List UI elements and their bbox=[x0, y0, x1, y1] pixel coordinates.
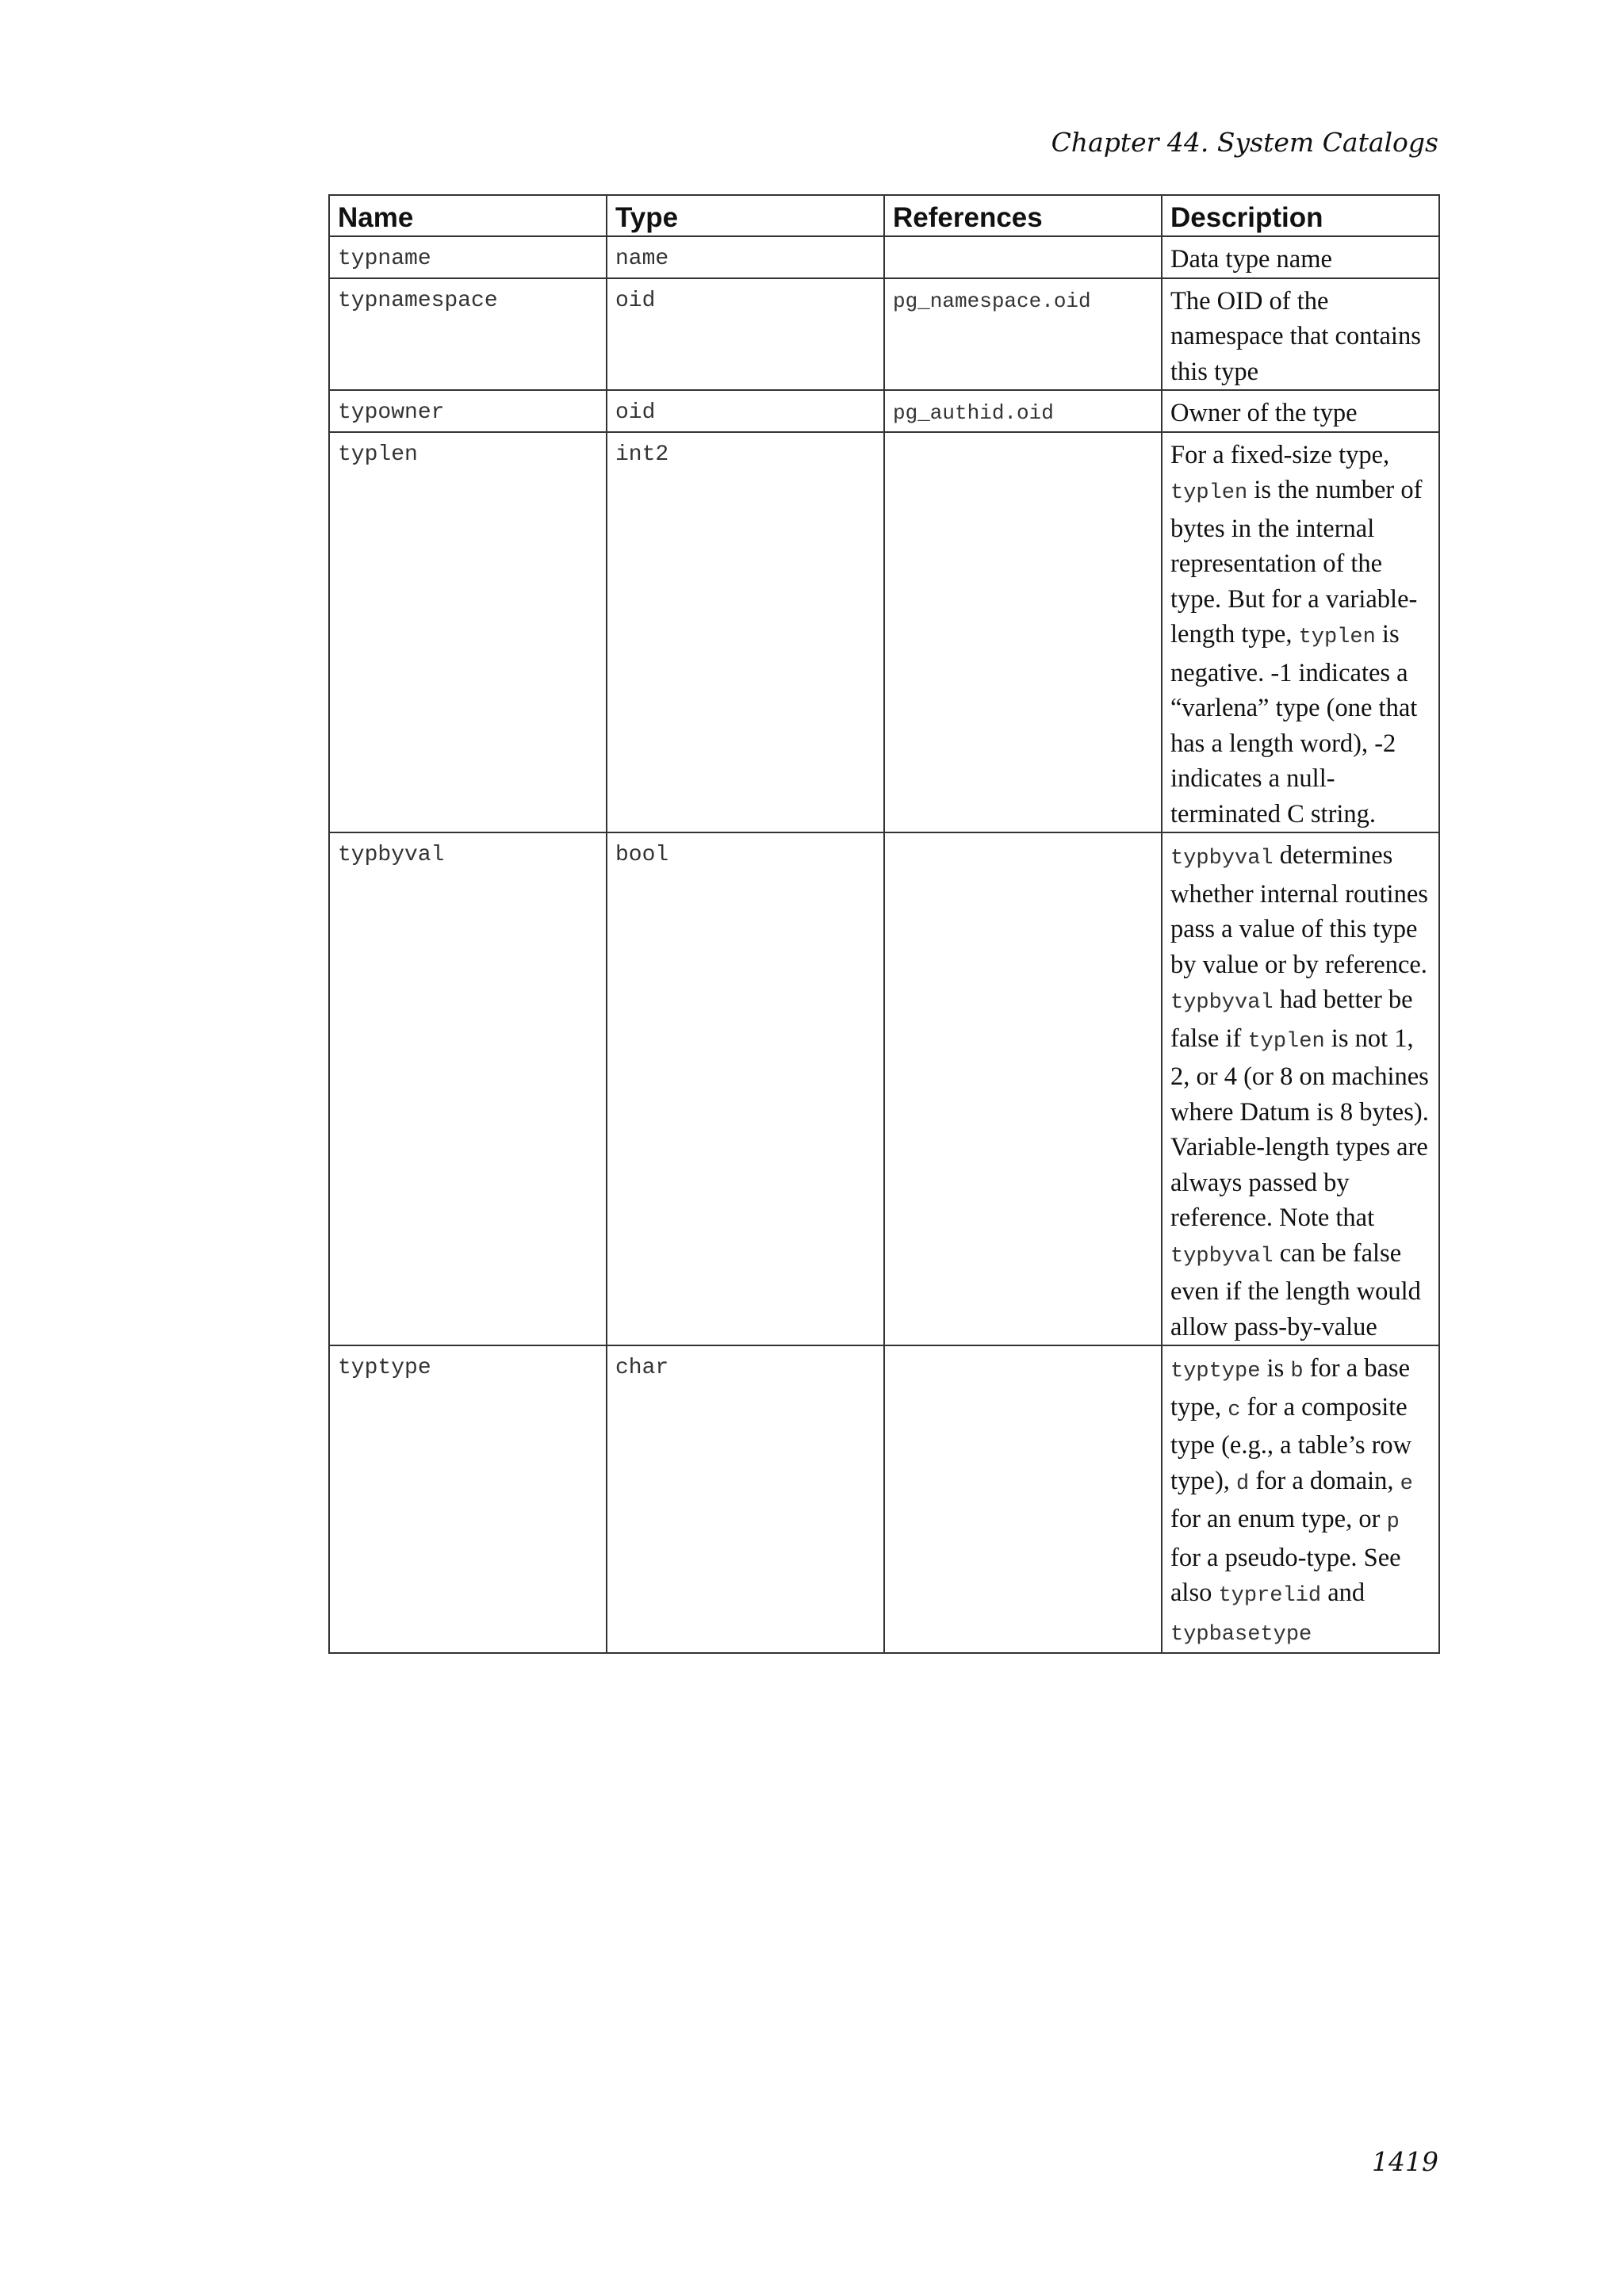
cell-description bbox=[1162, 390, 1439, 432]
cell-references bbox=[884, 1345, 1162, 1653]
description-text: is bbox=[1260, 1354, 1291, 1383]
inline-code: e bbox=[1400, 1471, 1413, 1496]
column-header-references: References bbox=[884, 195, 1162, 236]
table-row bbox=[329, 832, 1439, 1345]
description-text: for a base type, bbox=[1170, 1354, 1411, 1422]
cell-references bbox=[884, 236, 1162, 278]
table-row bbox=[329, 236, 1439, 278]
column-header-name: Name bbox=[329, 195, 607, 236]
cell-column-name: typnamespace bbox=[329, 278, 607, 391]
description-text: for an enum type, or bbox=[1170, 1505, 1387, 1533]
inline-code: typbasetype bbox=[1170, 1622, 1312, 1647]
inline-code: typtype bbox=[1170, 1360, 1261, 1383]
column-header-description: Description bbox=[1162, 195, 1439, 236]
inline-code: typlen bbox=[1170, 481, 1248, 505]
inline-code: typbyval bbox=[1170, 847, 1274, 871]
description-text: Data type name bbox=[1170, 245, 1332, 274]
description-text: The OID of the namespace that contains this type bbox=[1170, 286, 1421, 386]
description-text: For a fixed-size type, bbox=[1170, 440, 1390, 469]
table-row bbox=[329, 432, 1439, 833]
cell-column-name: typtype bbox=[329, 1345, 607, 1653]
description-text: is not 1, 2, or 4 (or 8 on machines where Datum is 8 bytes). Variable-length types are always passed by reference. Note that bbox=[1170, 1024, 1429, 1232]
cell-column-type: bool bbox=[607, 832, 884, 1345]
table-row bbox=[329, 278, 1439, 391]
description-text: can be false even if the length would allow pass-by-value bbox=[1170, 1238, 1421, 1341]
cell-column-type: char bbox=[607, 1345, 884, 1653]
table-header-row bbox=[329, 195, 1439, 236]
inline-code: typlen bbox=[1247, 1029, 1325, 1054]
cell-references bbox=[884, 432, 1162, 833]
column-header-type: Type bbox=[607, 195, 884, 236]
page-number: 1419 bbox=[1372, 2146, 1438, 2177]
inline-code: b bbox=[1290, 1360, 1304, 1383]
cell-column-name: typname bbox=[329, 236, 607, 278]
cell-column-name: typlen bbox=[329, 432, 607, 833]
cell-column-name: typbyval bbox=[329, 832, 607, 1345]
cell-description bbox=[1162, 1345, 1439, 1653]
inline-code: typrelid bbox=[1218, 1584, 1322, 1608]
inline-code: typbyval bbox=[1170, 991, 1274, 1015]
inline-code: c bbox=[1228, 1398, 1241, 1422]
inline-code: typlen bbox=[1298, 626, 1376, 649]
table-row bbox=[329, 1345, 1439, 1653]
description-text: is the number of bytes in the internal representation of the type. But for a variable-length type, bbox=[1170, 476, 1423, 649]
pg-type-columns-table bbox=[328, 194, 1440, 1654]
inline-code: p bbox=[1386, 1510, 1400, 1534]
running-header: Chapter 44. System Catalogs bbox=[1051, 127, 1438, 158]
cell-description bbox=[1162, 236, 1439, 278]
cell-column-name: typowner bbox=[329, 390, 607, 432]
table-body bbox=[329, 236, 1439, 1653]
cell-references: pg_authid.oid bbox=[884, 390, 1162, 432]
cell-references bbox=[884, 832, 1162, 1345]
cell-description bbox=[1162, 832, 1439, 1345]
table-row bbox=[329, 390, 1439, 432]
cell-description bbox=[1162, 432, 1439, 833]
description-text: for a pseudo-type. See also bbox=[1170, 1543, 1401, 1607]
inline-code: typbyval bbox=[1170, 1244, 1274, 1269]
inline-code: d bbox=[1236, 1471, 1250, 1496]
description-text: for a composite type (e.g., a table’s row type), bbox=[1170, 1392, 1412, 1495]
cell-column-type: oid bbox=[607, 390, 884, 432]
description-text: had better be false if bbox=[1170, 985, 1413, 1053]
cell-description bbox=[1162, 278, 1439, 391]
description-text: and bbox=[1321, 1578, 1365, 1607]
description-text: for a domain, bbox=[1249, 1466, 1400, 1495]
cell-references: pg_namespace.oid bbox=[884, 278, 1162, 391]
description-text: determines whether internal routines pass a value of this type by value or by reference. bbox=[1170, 841, 1428, 979]
description-text: is negative. -1 indicates a “varlena” type (one that has a length word), -2 indicates a null-terminated C string. bbox=[1170, 620, 1418, 828]
cell-column-type: oid bbox=[607, 278, 884, 391]
cell-column-type: name bbox=[607, 236, 884, 278]
description-text: Owner of the type bbox=[1170, 399, 1358, 427]
cell-column-type: int2 bbox=[607, 432, 884, 833]
